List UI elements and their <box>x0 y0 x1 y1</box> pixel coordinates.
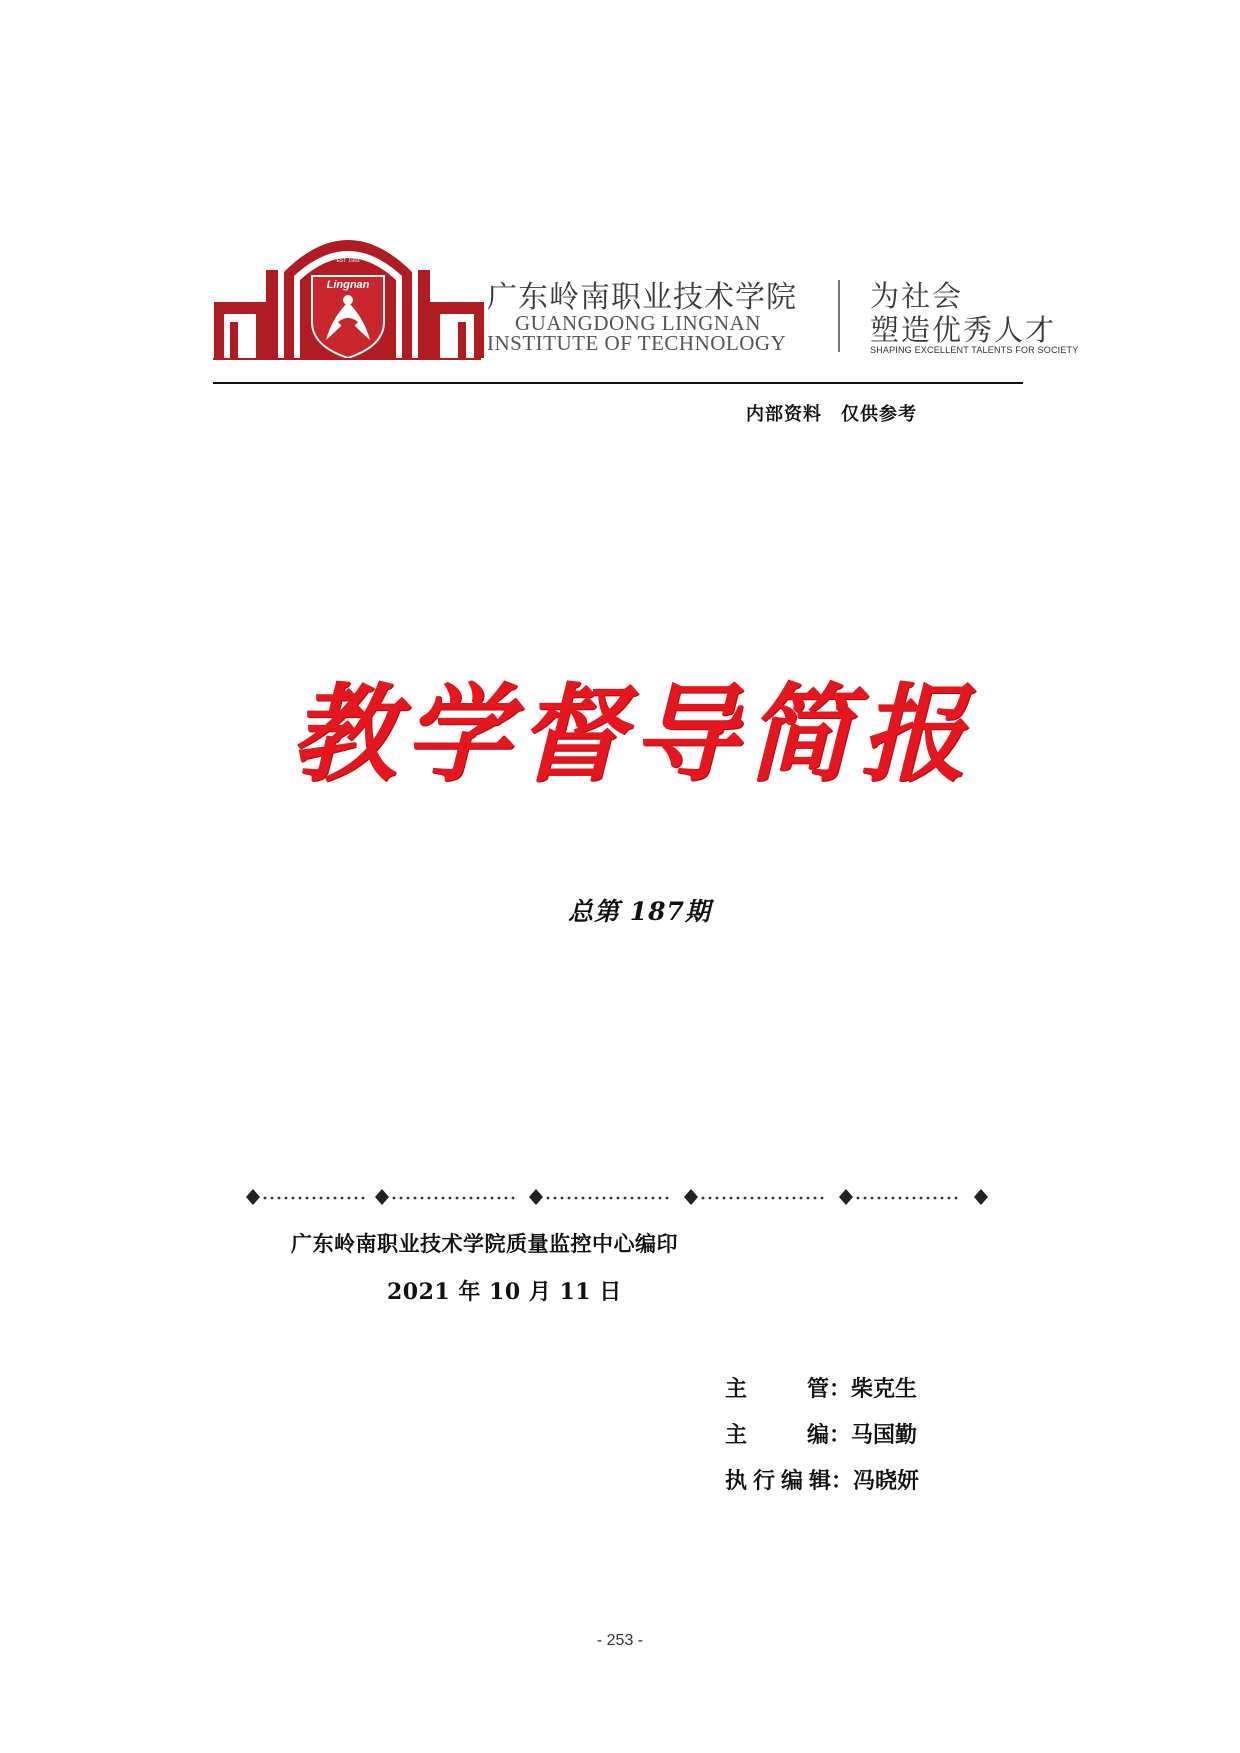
divider-diamond-glyph <box>529 1189 543 1205</box>
divider-dot <box>765 1197 768 1200</box>
divider-dot <box>723 1197 726 1200</box>
staff-row-executive-editor <box>725 1464 919 1495</box>
divider-dot <box>666 1197 669 1200</box>
logo-underline <box>213 358 481 360</box>
divider-dot <box>491 1197 494 1200</box>
divider-dot <box>948 1197 951 1200</box>
divider-dot <box>913 1197 916 1200</box>
divider-dot <box>934 1197 937 1200</box>
divider-dot <box>617 1197 620 1200</box>
divider-dot <box>449 1197 452 1200</box>
divider-dot <box>786 1197 789 1200</box>
divider-dot <box>400 1197 403 1200</box>
issue-number: 总第 187期 <box>568 897 711 926</box>
divider-dot <box>320 1197 323 1200</box>
divider-dot <box>313 1197 316 1200</box>
divider-dot <box>306 1197 309 1200</box>
divider-dot <box>659 1197 662 1200</box>
divider-dot <box>751 1197 754 1200</box>
divider-dot <box>624 1197 627 1200</box>
staff-value: 冯晓妍 <box>853 1469 920 1494</box>
divider-dot <box>779 1197 782 1200</box>
page-number: - 253 - <box>596 1632 644 1649</box>
divider-dot <box>348 1197 351 1200</box>
school-name-cn: 广东岭南职业技术学院 <box>487 280 797 315</box>
divider-dot <box>442 1197 445 1200</box>
staff-label: 主 编 <box>725 1423 829 1448</box>
divider-dot <box>407 1197 410 1200</box>
divider-dot <box>793 1197 796 1200</box>
divider-dot <box>807 1197 810 1200</box>
divider-diamond-glyph <box>684 1189 698 1205</box>
divider-dot <box>878 1197 881 1200</box>
divider-dot <box>484 1197 487 1200</box>
divider-dot <box>421 1197 424 1200</box>
divider-dot <box>414 1197 417 1200</box>
divider-diamond-glyph <box>246 1189 260 1205</box>
divider-dot <box>821 1197 824 1200</box>
divider-dot <box>285 1197 288 1200</box>
staff-row-editor-in-chief <box>725 1418 917 1449</box>
slogan-line1: 为社会 <box>870 279 964 313</box>
divider-diamond-glyph <box>375 1189 389 1205</box>
divider-dot <box>393 1197 396 1200</box>
staff-separator: ： <box>829 1377 852 1402</box>
divider-dot <box>568 1197 571 1200</box>
divider-diamond-glyph <box>974 1189 988 1205</box>
divider-dot <box>814 1197 817 1200</box>
divider-dot <box>758 1197 761 1200</box>
emblem-est-text: EST. 1993 <box>336 258 360 264</box>
divider-dot <box>864 1197 867 1200</box>
divider-dot <box>899 1197 902 1200</box>
divider-dot <box>885 1197 888 1200</box>
school-name-en-line2: INSTITUTE OF TECHNOLOGY <box>487 331 787 355</box>
divider-dot <box>709 1197 712 1200</box>
divider-dot <box>575 1197 578 1200</box>
divider-dot <box>435 1197 438 1200</box>
slogan-line2: 塑造优秀人才 <box>870 313 1057 347</box>
staff-value: 柴克生 <box>851 1377 918 1402</box>
divider-dot <box>737 1197 740 1200</box>
divider-dot <box>470 1197 473 1200</box>
divider-dot <box>463 1197 466 1200</box>
emblem-lingnan-text: Lingnan <box>326 279 370 291</box>
header-rule <box>213 382 1023 384</box>
divider-dot <box>428 1197 431 1200</box>
divider-dot <box>645 1197 648 1200</box>
divider-dot <box>638 1197 641 1200</box>
internal-use-note: 内部资料 仅供参考 <box>746 404 917 425</box>
divider-dot <box>561 1197 564 1200</box>
divider-dot <box>744 1197 747 1200</box>
divider-dot <box>498 1197 501 1200</box>
publisher-line: 广东岭南职业技术学院质量监控中心编印 <box>291 1232 678 1256</box>
staff-row-supervisor <box>725 1372 917 1403</box>
decorative-dotted-divider <box>245 1184 1005 1212</box>
divider-dot <box>341 1197 344 1200</box>
divider-dot <box>547 1197 550 1200</box>
divider-dot <box>610 1197 613 1200</box>
publication-date: 2021 年 10 月 11 日 <box>387 1279 622 1305</box>
divider-dot <box>920 1197 923 1200</box>
divider-dot <box>772 1197 775 1200</box>
divider-dot <box>941 1197 944 1200</box>
divider-dot <box>292 1197 295 1200</box>
header-vertical-divider <box>838 280 840 352</box>
school-logo-emblem <box>212 222 486 370</box>
divider-dot <box>596 1197 599 1200</box>
divider-dot <box>505 1197 508 1200</box>
divider-dot <box>477 1197 480 1200</box>
divider-dot <box>702 1197 705 1200</box>
divider-dot <box>299 1197 302 1200</box>
divider-dot <box>857 1197 860 1200</box>
divider-dot <box>892 1197 895 1200</box>
divider-dot <box>716 1197 719 1200</box>
divider-dot <box>589 1197 592 1200</box>
divider-dot <box>652 1197 655 1200</box>
divider-dot <box>362 1197 365 1200</box>
divider-dot <box>554 1197 557 1200</box>
divider-dot <box>603 1197 606 1200</box>
divider-dot <box>730 1197 733 1200</box>
staff-label: 主 管 <box>725 1377 829 1402</box>
divider-dot <box>264 1197 267 1200</box>
staff-value: 马国勤 <box>851 1423 918 1448</box>
divider-dot <box>927 1197 930 1200</box>
staff-label: 执行编辑 <box>725 1469 831 1494</box>
divider-dot <box>271 1197 274 1200</box>
divider-dot <box>955 1197 958 1200</box>
staff-separator: ： <box>829 1423 852 1448</box>
slogan-english: SHAPING EXCELLENT TALENTS FOR SOCIETY <box>870 345 1079 355</box>
divider-dot <box>800 1197 803 1200</box>
school-name-en-line1: GUANGDONG LINGNAN <box>515 311 761 335</box>
divider-dot <box>512 1197 515 1200</box>
divider-dot <box>355 1197 358 1200</box>
staff-separator: ： <box>831 1469 854 1494</box>
divider-dot <box>906 1197 909 1200</box>
divider-dot <box>582 1197 585 1200</box>
bulletin-title: 教学督导简报 <box>290 671 974 796</box>
divider-dot <box>278 1197 281 1200</box>
divider-dot <box>871 1197 874 1200</box>
divider-dot <box>631 1197 634 1200</box>
divider-dot <box>456 1197 459 1200</box>
divider-diamond-glyph <box>839 1189 853 1205</box>
divider-dot <box>327 1197 330 1200</box>
divider-dot <box>334 1197 337 1200</box>
